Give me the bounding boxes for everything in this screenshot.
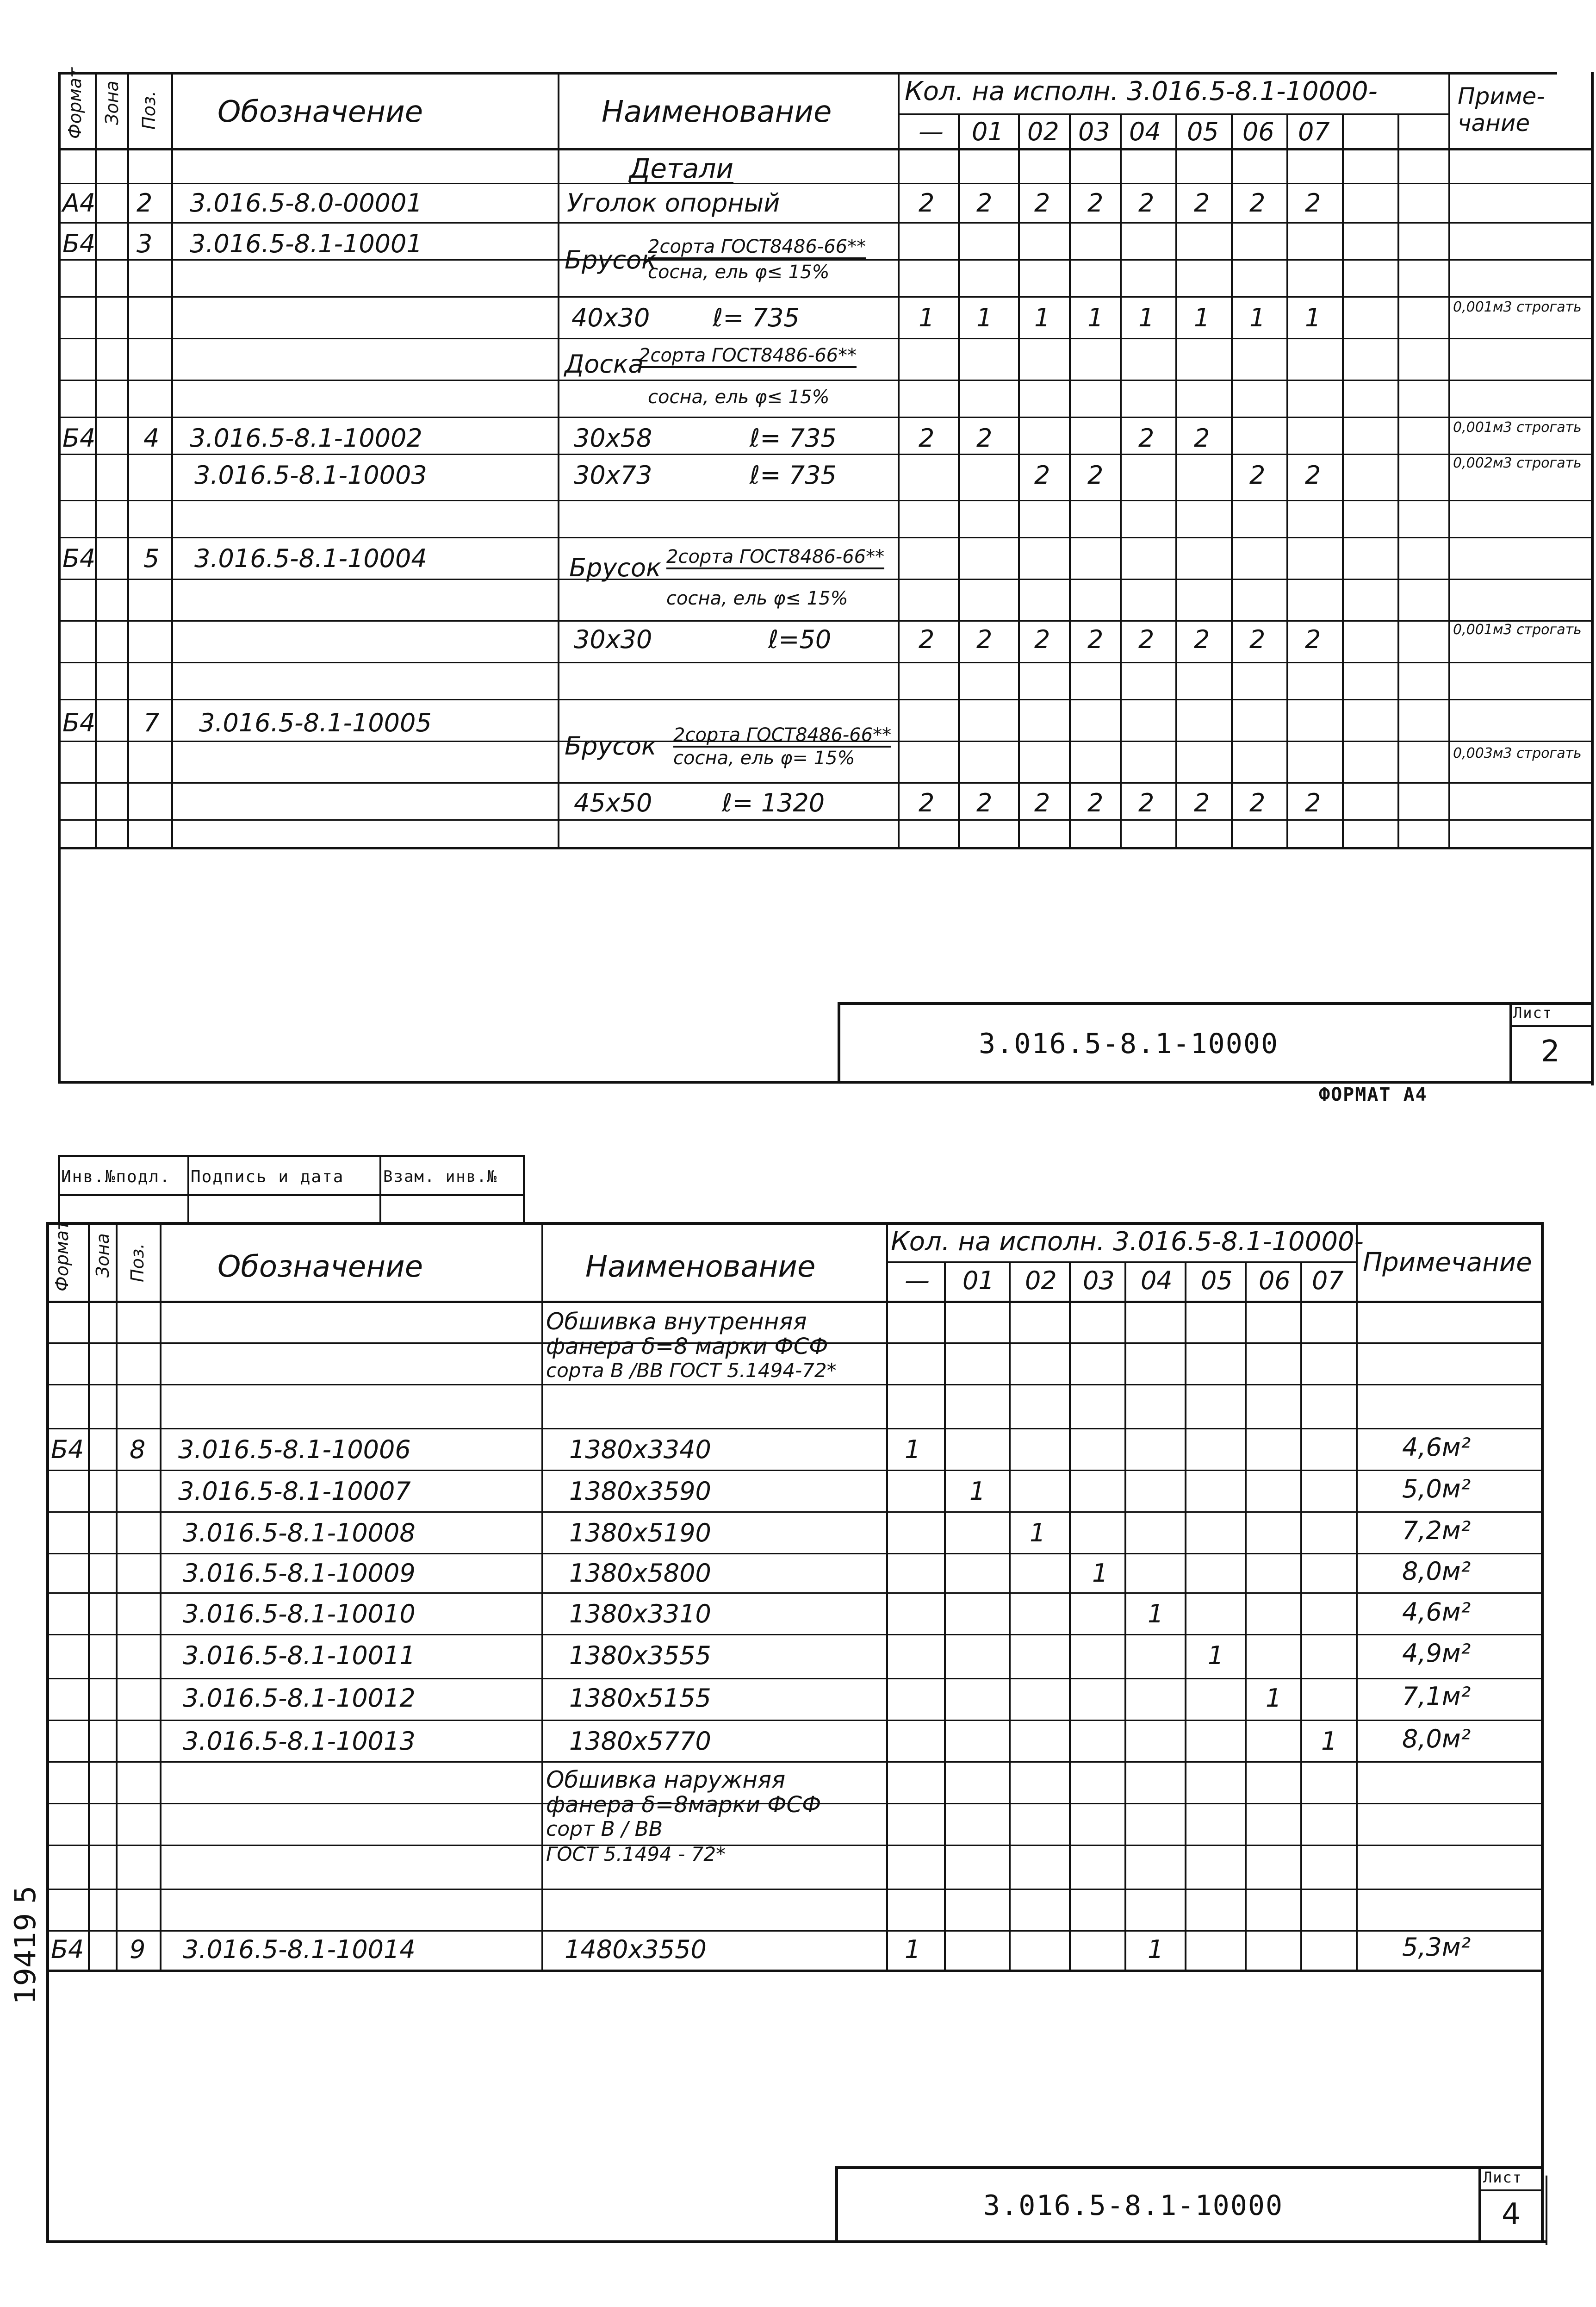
b-row3-note: 7,2м² [1402, 1516, 1471, 1545]
row6-size: 30х73 [574, 461, 652, 490]
row8-q1: 2 [976, 625, 993, 654]
row7-pos: 5 [143, 544, 160, 573]
row5-size: 30х58 [574, 424, 652, 453]
b-row8-size: 1380х5770 [569, 1727, 711, 1756]
margin-archive-number: 19419 5 [8, 1885, 42, 2004]
row3-size: 40х30 [571, 303, 650, 332]
row5-designation: 3.016.5-8.1-10002 [190, 424, 422, 453]
b-row6-note: 4,9м² [1402, 1639, 1471, 1668]
row3-q2: 1 [1034, 303, 1050, 332]
row1-designation: 3.016.5-8.0-00001 [190, 188, 422, 218]
variant-1: 01 [972, 117, 1004, 146]
b-header-name: Наименование [585, 1250, 816, 1284]
b-row1-size: 1380х3340 [569, 1435, 711, 1464]
row6-length: ℓ= 735 [750, 461, 837, 490]
row2-designation: 3.016.5-8.1-10001 [190, 229, 422, 258]
row5-q0: 2 [919, 424, 935, 453]
row6-q3: 2 [1087, 461, 1104, 490]
b-row5-note: 4,6м² [1402, 1597, 1471, 1627]
b-row9-note: 5,3м² [1402, 1933, 1471, 1962]
b-row4-qty: 1 [1092, 1559, 1108, 1588]
b-variant-4: 04 [1141, 1266, 1173, 1295]
row1-q6: 2 [1249, 188, 1266, 218]
section-title: Детали [629, 153, 734, 184]
row1-name: Уголок опорный [567, 188, 780, 218]
b-row9-qty4: 1 [1148, 1935, 1164, 1964]
b-row1-qty: 1 [905, 1435, 921, 1464]
b-variant-6: 06 [1259, 1266, 1291, 1295]
header-qty: Кол. на исполн. 3.016.5-8.1-10000- [905, 76, 1378, 106]
row8-q7: 2 [1305, 625, 1321, 654]
row2-format: Б4 [62, 229, 96, 258]
row1-q3: 2 [1087, 188, 1104, 218]
row3-q0: 1 [919, 303, 935, 332]
b-row9-format: Б4 [51, 1935, 84, 1964]
stamp-inv: Инв.№подл. [61, 1167, 171, 1186]
outer-title-4: ГОСТ 5.1494 - 72* [546, 1843, 726, 1865]
row1-q1: 2 [976, 188, 993, 218]
row3-q4: 1 [1138, 303, 1155, 332]
row10-length: ℓ= 1320 [722, 788, 825, 817]
row10-q6: 2 [1249, 788, 1266, 817]
b-row1-note: 4,6м² [1402, 1433, 1471, 1462]
row10-q4: 2 [1138, 788, 1155, 817]
row10-q0: 2 [919, 788, 935, 817]
row10-q1: 2 [976, 788, 993, 817]
outer-title-2: фанера δ=8марки ФСФ [546, 1792, 821, 1818]
b-row6-qty: 1 [1208, 1641, 1224, 1670]
variant-0: — [919, 117, 944, 146]
header-note: Приме-чание [1458, 83, 1545, 137]
frame-right-bottom [1541, 1222, 1544, 2243]
row3-q6: 1 [1249, 303, 1266, 332]
b-header-pos: Поз. [127, 1243, 148, 1282]
b-row7-size: 1380х5155 [569, 1683, 711, 1713]
b-variant-2: 02 [1025, 1266, 1057, 1295]
outer-title-1: Обшивка наружняя [546, 1766, 786, 1793]
row6-designation: 3.016.5-8.1-10003 [194, 461, 427, 490]
row4-name: Доска [565, 349, 644, 379]
sheet-number-top: 2 [1541, 1035, 1560, 1069]
b-row4-size: 1380х5800 [569, 1559, 711, 1588]
row5-format: Б4 [62, 424, 96, 453]
b-row6-size: 1380х3555 [569, 1641, 711, 1670]
b-row9-designation: 3.016.5-8.1-10014 [183, 1935, 416, 1964]
b-row7-note: 7,1м² [1402, 1682, 1471, 1711]
format-label: ФОРМАТ А4 [1319, 1084, 1428, 1105]
row3-q5: 1 [1194, 303, 1210, 332]
b-row9-size: 1480х3550 [565, 1935, 707, 1964]
row9-spec-bottom: сосна, ель φ= 15% [673, 748, 855, 769]
row1-q4: 2 [1138, 188, 1155, 218]
row3-q1: 1 [976, 303, 993, 332]
row7-name: Брусок [569, 553, 661, 582]
frame-left-bottom [46, 1222, 49, 2243]
row5-note: 0,001м3 строгать [1453, 419, 1582, 436]
row8-q3: 2 [1087, 625, 1104, 654]
b-row9-pos: 9 [130, 1935, 146, 1964]
b-header-zone: Зона [93, 1233, 113, 1278]
b-variant-7: 07 [1312, 1266, 1344, 1295]
row10-q3: 2 [1087, 788, 1104, 817]
b-header-designation: Обозначение [217, 1250, 423, 1284]
row2-spec-bottom: сосна, ель φ≤ 15% [648, 262, 830, 283]
drawing-code-bottom: 3.016.5-8.1-10000 [983, 2189, 1284, 2222]
row2-name: Брусок [565, 245, 657, 274]
row10-size: 45х50 [574, 788, 652, 817]
b-row8-qty: 1 [1321, 1727, 1337, 1756]
row7-format: Б4 [62, 544, 96, 573]
row4-spec-bottom: сосна, ель φ≤ 15% [648, 387, 830, 408]
row5-q4: 2 [1138, 424, 1155, 453]
row2-spec-top: 2сорта ГОСТ8486-66** [648, 236, 866, 259]
row3-q3: 1 [1087, 303, 1104, 332]
b-variant-5: 05 [1201, 1266, 1233, 1295]
row5-length: ℓ= 735 [750, 424, 837, 453]
row8-q6: 2 [1249, 625, 1266, 654]
b-row5-size: 1380х3310 [569, 1599, 711, 1628]
b-row4-designation: 3.016.5-8.1-10009 [183, 1559, 416, 1588]
b-row2-qty: 1 [969, 1477, 986, 1506]
b-header-note: Примечание [1363, 1247, 1532, 1278]
row1-q0: 2 [919, 188, 935, 218]
row9-spec-top: 2сорта ГОСТ8486-66** [673, 724, 891, 748]
row3-length: ℓ= 735 [713, 303, 800, 332]
b-variant-1: 01 [963, 1266, 994, 1295]
row1-q7: 2 [1305, 188, 1321, 218]
row6-q2: 2 [1034, 461, 1050, 490]
b-header-qty: Кол. на исполн. 3.016.5-8.1-10000- [891, 1227, 1364, 1257]
b-row2-size: 1380х3590 [569, 1477, 711, 1506]
b-row7-designation: 3.016.5-8.1-10012 [183, 1683, 416, 1713]
inner-title-3: сорта В /ВВ ГОСТ 5.1494-72* [546, 1359, 837, 1382]
header-zone: Зона [102, 81, 122, 125]
row3-note: 0,001м3 строгать [1453, 299, 1582, 315]
row8-q4: 2 [1138, 625, 1155, 654]
b-variant-0: — [905, 1266, 930, 1295]
header-format: Формат [65, 67, 85, 139]
b-row3-qty: 1 [1030, 1518, 1046, 1547]
row9-format: Б4 [62, 708, 96, 737]
row6-q7: 2 [1305, 461, 1321, 490]
row6-note: 0,002м3 строгать [1453, 455, 1582, 471]
b-row2-note: 5,0м² [1402, 1474, 1471, 1503]
row9-designation: 3.016.5-8.1-10005 [199, 708, 432, 737]
drawing-code-top: 3.016.5-8.1-10000 [979, 1028, 1279, 1060]
row1-pos: 2 [137, 188, 153, 218]
outer-title-3: сорт В / ВВ [546, 1817, 663, 1841]
row2-pos: 3 [137, 229, 153, 258]
row7-spec-bottom: сосна, ель φ≤ 15% [666, 588, 848, 609]
row8-q5: 2 [1194, 625, 1210, 654]
stamp-vzam: Взам. инв.№ [383, 1167, 498, 1186]
row1-q2: 2 [1034, 188, 1050, 218]
sheet-label-bottom: Лист [1483, 2169, 1523, 2186]
b-row1-pos: 8 [130, 1435, 146, 1464]
row6-q6: 2 [1249, 461, 1266, 490]
header-designation: Обозначение [217, 95, 423, 129]
variant-2: 02 [1027, 117, 1059, 146]
b-row3-size: 1380х5190 [569, 1518, 711, 1547]
b-row9-qty0: 1 [905, 1935, 921, 1964]
b-variant-3: 03 [1083, 1266, 1115, 1295]
b-row8-note: 8,0м² [1402, 1724, 1471, 1753]
row1-q5: 2 [1194, 188, 1210, 218]
b-row8-designation: 3.016.5-8.1-10013 [183, 1727, 416, 1756]
b-row7-qty: 1 [1266, 1683, 1282, 1713]
b-header-format: Формат [52, 1220, 72, 1291]
row5-q5: 2 [1194, 424, 1210, 453]
inner-title-2: фанера δ=8 марки ФСФ [546, 1334, 828, 1359]
row8-length: ℓ=50 [768, 625, 832, 654]
variant-4: 04 [1129, 117, 1161, 146]
variant-7: 07 [1298, 117, 1330, 146]
header-pos: Поз. [139, 90, 159, 130]
b-row1-designation: 3.016.5-8.1-10006 [178, 1435, 411, 1464]
variant-5: 05 [1187, 117, 1219, 146]
row4-spec-top: 2сорта ГОСТ8486-66** [639, 345, 857, 368]
row10-q7: 2 [1305, 788, 1321, 817]
b-row3-designation: 3.016.5-8.1-10008 [183, 1518, 416, 1547]
b-row4-note: 8,0м² [1402, 1557, 1471, 1586]
row10-q5: 2 [1194, 788, 1210, 817]
b-row2-designation: 3.016.5-8.1-10007 [178, 1477, 411, 1506]
inner-title-1: Обшивка внутренняя [546, 1308, 807, 1335]
row8-q2: 2 [1034, 625, 1050, 654]
row9-name: Брусок [565, 731, 657, 761]
row3-q7: 1 [1305, 303, 1321, 332]
row9-pos: 7 [143, 708, 160, 737]
b-row6-designation: 3.016.5-8.1-10011 [183, 1641, 416, 1670]
row7-designation: 3.016.5-8.1-10004 [194, 544, 427, 573]
row7-spec-top: 2сорта ГОСТ8486-66** [666, 546, 884, 569]
variant-6: 06 [1242, 117, 1274, 146]
variant-3: 03 [1078, 117, 1110, 146]
stamp-sign: Подпись и дата [191, 1167, 344, 1186]
b-row5-qty: 1 [1148, 1599, 1164, 1628]
sheet-label-top: Лист [1513, 1004, 1553, 1022]
frame-top [58, 72, 1557, 75]
row8-note: 0,001м3 строгать [1453, 622, 1582, 638]
row8-size: 30х30 [574, 625, 652, 654]
row9-note: 0,003м3 строгать [1453, 745, 1582, 761]
row5-q1: 2 [976, 424, 993, 453]
b-row5-designation: 3.016.5-8.1-10010 [183, 1599, 416, 1628]
frame-right-top [1591, 72, 1594, 1085]
frame-top-bottom [46, 1222, 1541, 1225]
row10-q2: 2 [1034, 788, 1050, 817]
b-row1-format: Б4 [51, 1435, 84, 1464]
row5-pos: 4 [143, 424, 160, 453]
row1-format: А4 [62, 188, 96, 218]
sheet-number-bottom: 4 [1502, 2197, 1521, 2232]
header-name: Наименование [602, 95, 832, 129]
row8-q0: 2 [919, 625, 935, 654]
